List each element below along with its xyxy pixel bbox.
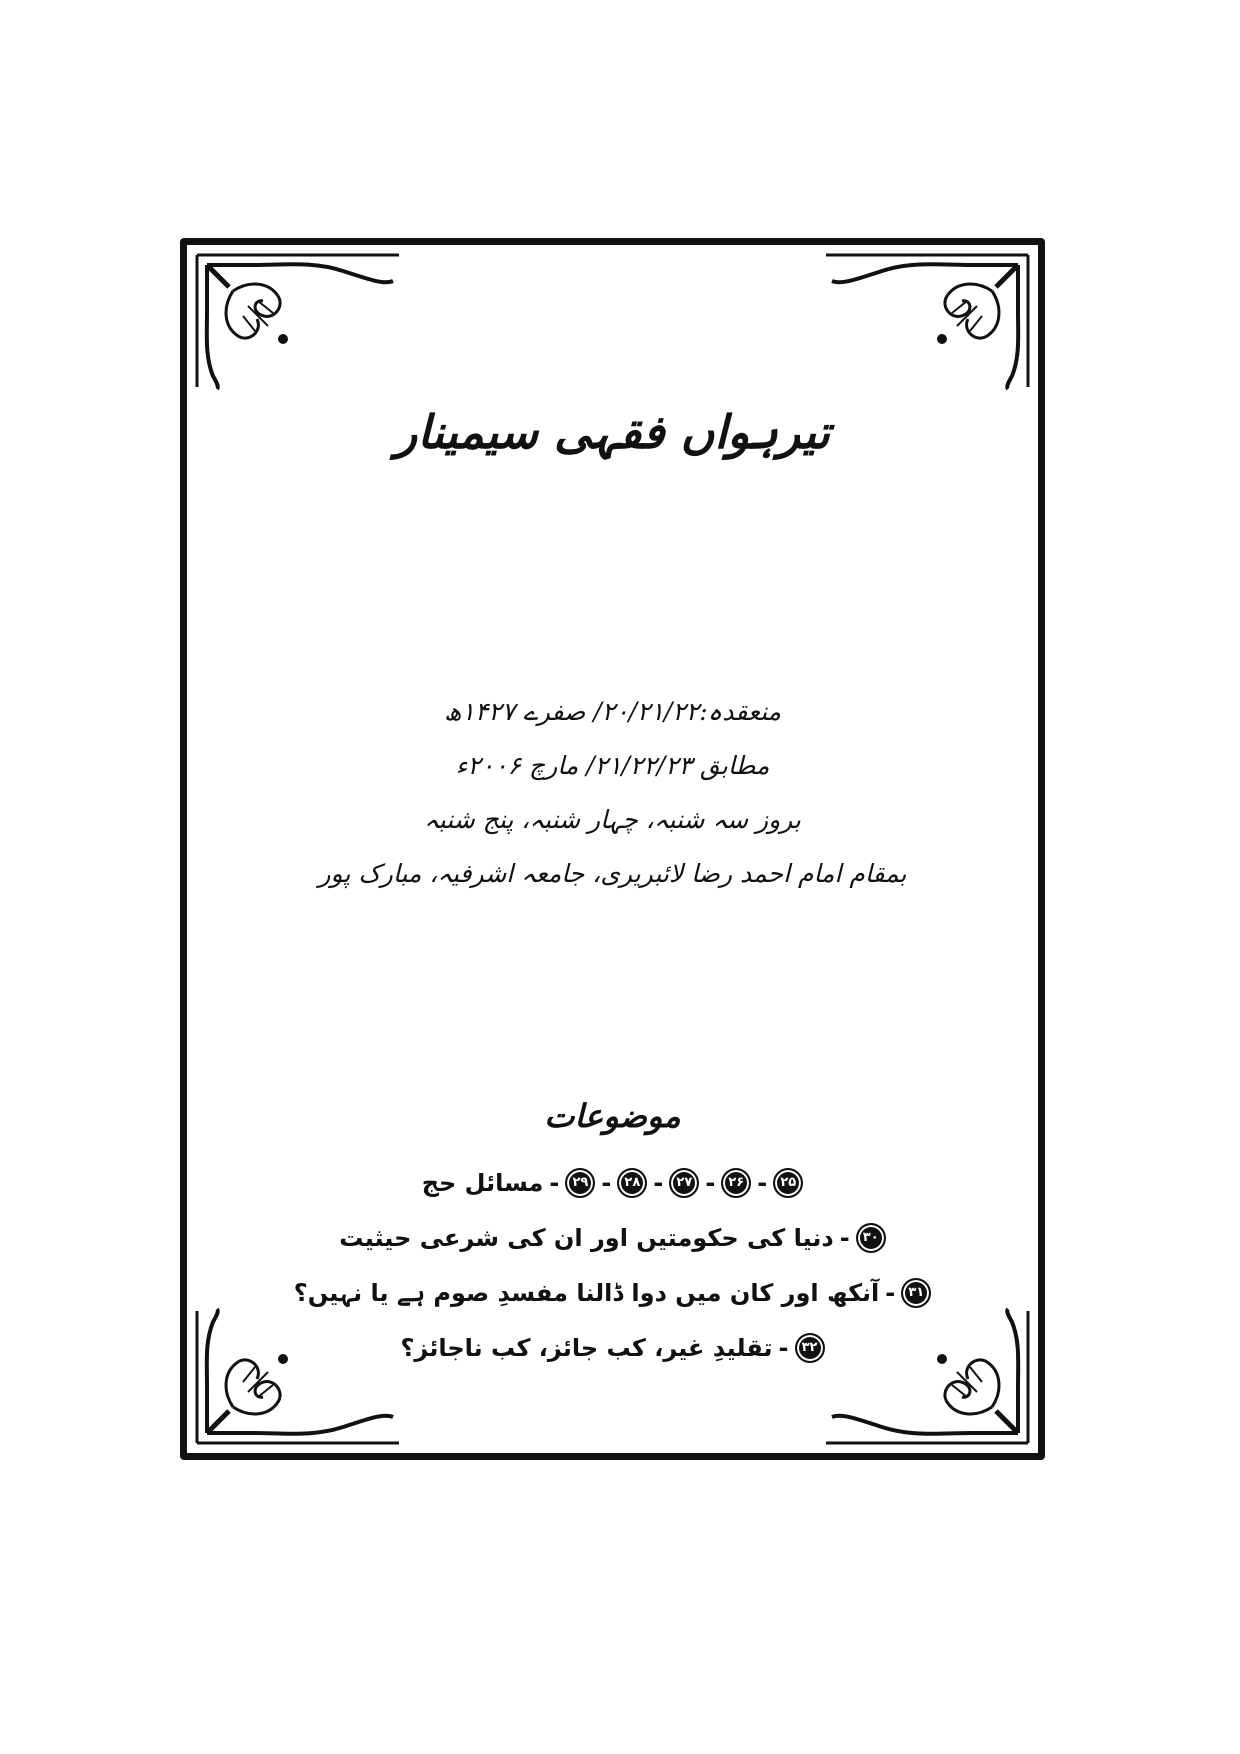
- topic-text: دنیا کی حکومتیں اور ان کی شرعی حیثیت: [339, 1223, 834, 1252]
- topic-item: ۳۲ - تقلیدِ غیر، کب جائز، کب ناجائز؟: [287, 1320, 938, 1375]
- topic-number-badge: ۲۹: [565, 1168, 595, 1198]
- venue: بمقام امام احمد رضا لائبریری، جامعہ اشرفیہ، مبارک پور: [318, 859, 907, 888]
- topic-number-badge: ۲۶: [721, 1168, 751, 1198]
- topic-text: مسائل حج: [421, 1168, 544, 1197]
- gregorian-date: مطابق ۲۱/۲۲/۲۳/ مارچ ۲۰۰۶ء: [455, 751, 770, 780]
- page-title: تیرہواں فقہی سیمینار: [395, 405, 830, 459]
- topic-item: ۳۱ - آنکھ اور کان میں دوا ڈالنا مفسدِ صوم ہے یا نہیں؟: [287, 1265, 938, 1320]
- topics-list: [287, 1155, 938, 1375]
- topic-number-badge: ۳۰: [856, 1223, 886, 1253]
- corner-ornament-icon: [822, 251, 1032, 391]
- topic-item: ۳۰ - دنیا کی حکومتیں اور ان کی شرعی حیثیت: [287, 1210, 938, 1265]
- corner-ornament-icon: [193, 251, 403, 391]
- topic-text: آنکھ اور کان میں دوا ڈالنا مفسدِ صوم ہے یا نہیں؟: [293, 1278, 880, 1307]
- topic-number-badge: ۲۵: [773, 1168, 803, 1198]
- topic-item: ۲۵ - ۲۶ - ۲۷ - ۲۸ - ۲۹ - مسائل حج: [287, 1155, 938, 1210]
- topic-number-badge: ۳۱: [901, 1278, 931, 1308]
- topic-number-badge: ۳۲: [795, 1333, 825, 1363]
- ornamental-border-frame: [180, 238, 1045, 1460]
- seminar-details: [187, 685, 1038, 901]
- topic-text: تقلیدِ غیر، کب جائز، کب ناجائز؟: [400, 1333, 773, 1362]
- days: بروز سہ شنبہ، چہار شنبہ، پنج شنبہ: [424, 805, 801, 834]
- held-date: منعقدہ:۲۰/۲۱/۲۲/ صفرے ۱۴۲۷ھ: [443, 697, 782, 726]
- topics-heading: موضوعات: [544, 1097, 681, 1135]
- topic-number-badge: ۲۷: [669, 1168, 699, 1198]
- topic-number-badge: ۲۸: [617, 1168, 647, 1198]
